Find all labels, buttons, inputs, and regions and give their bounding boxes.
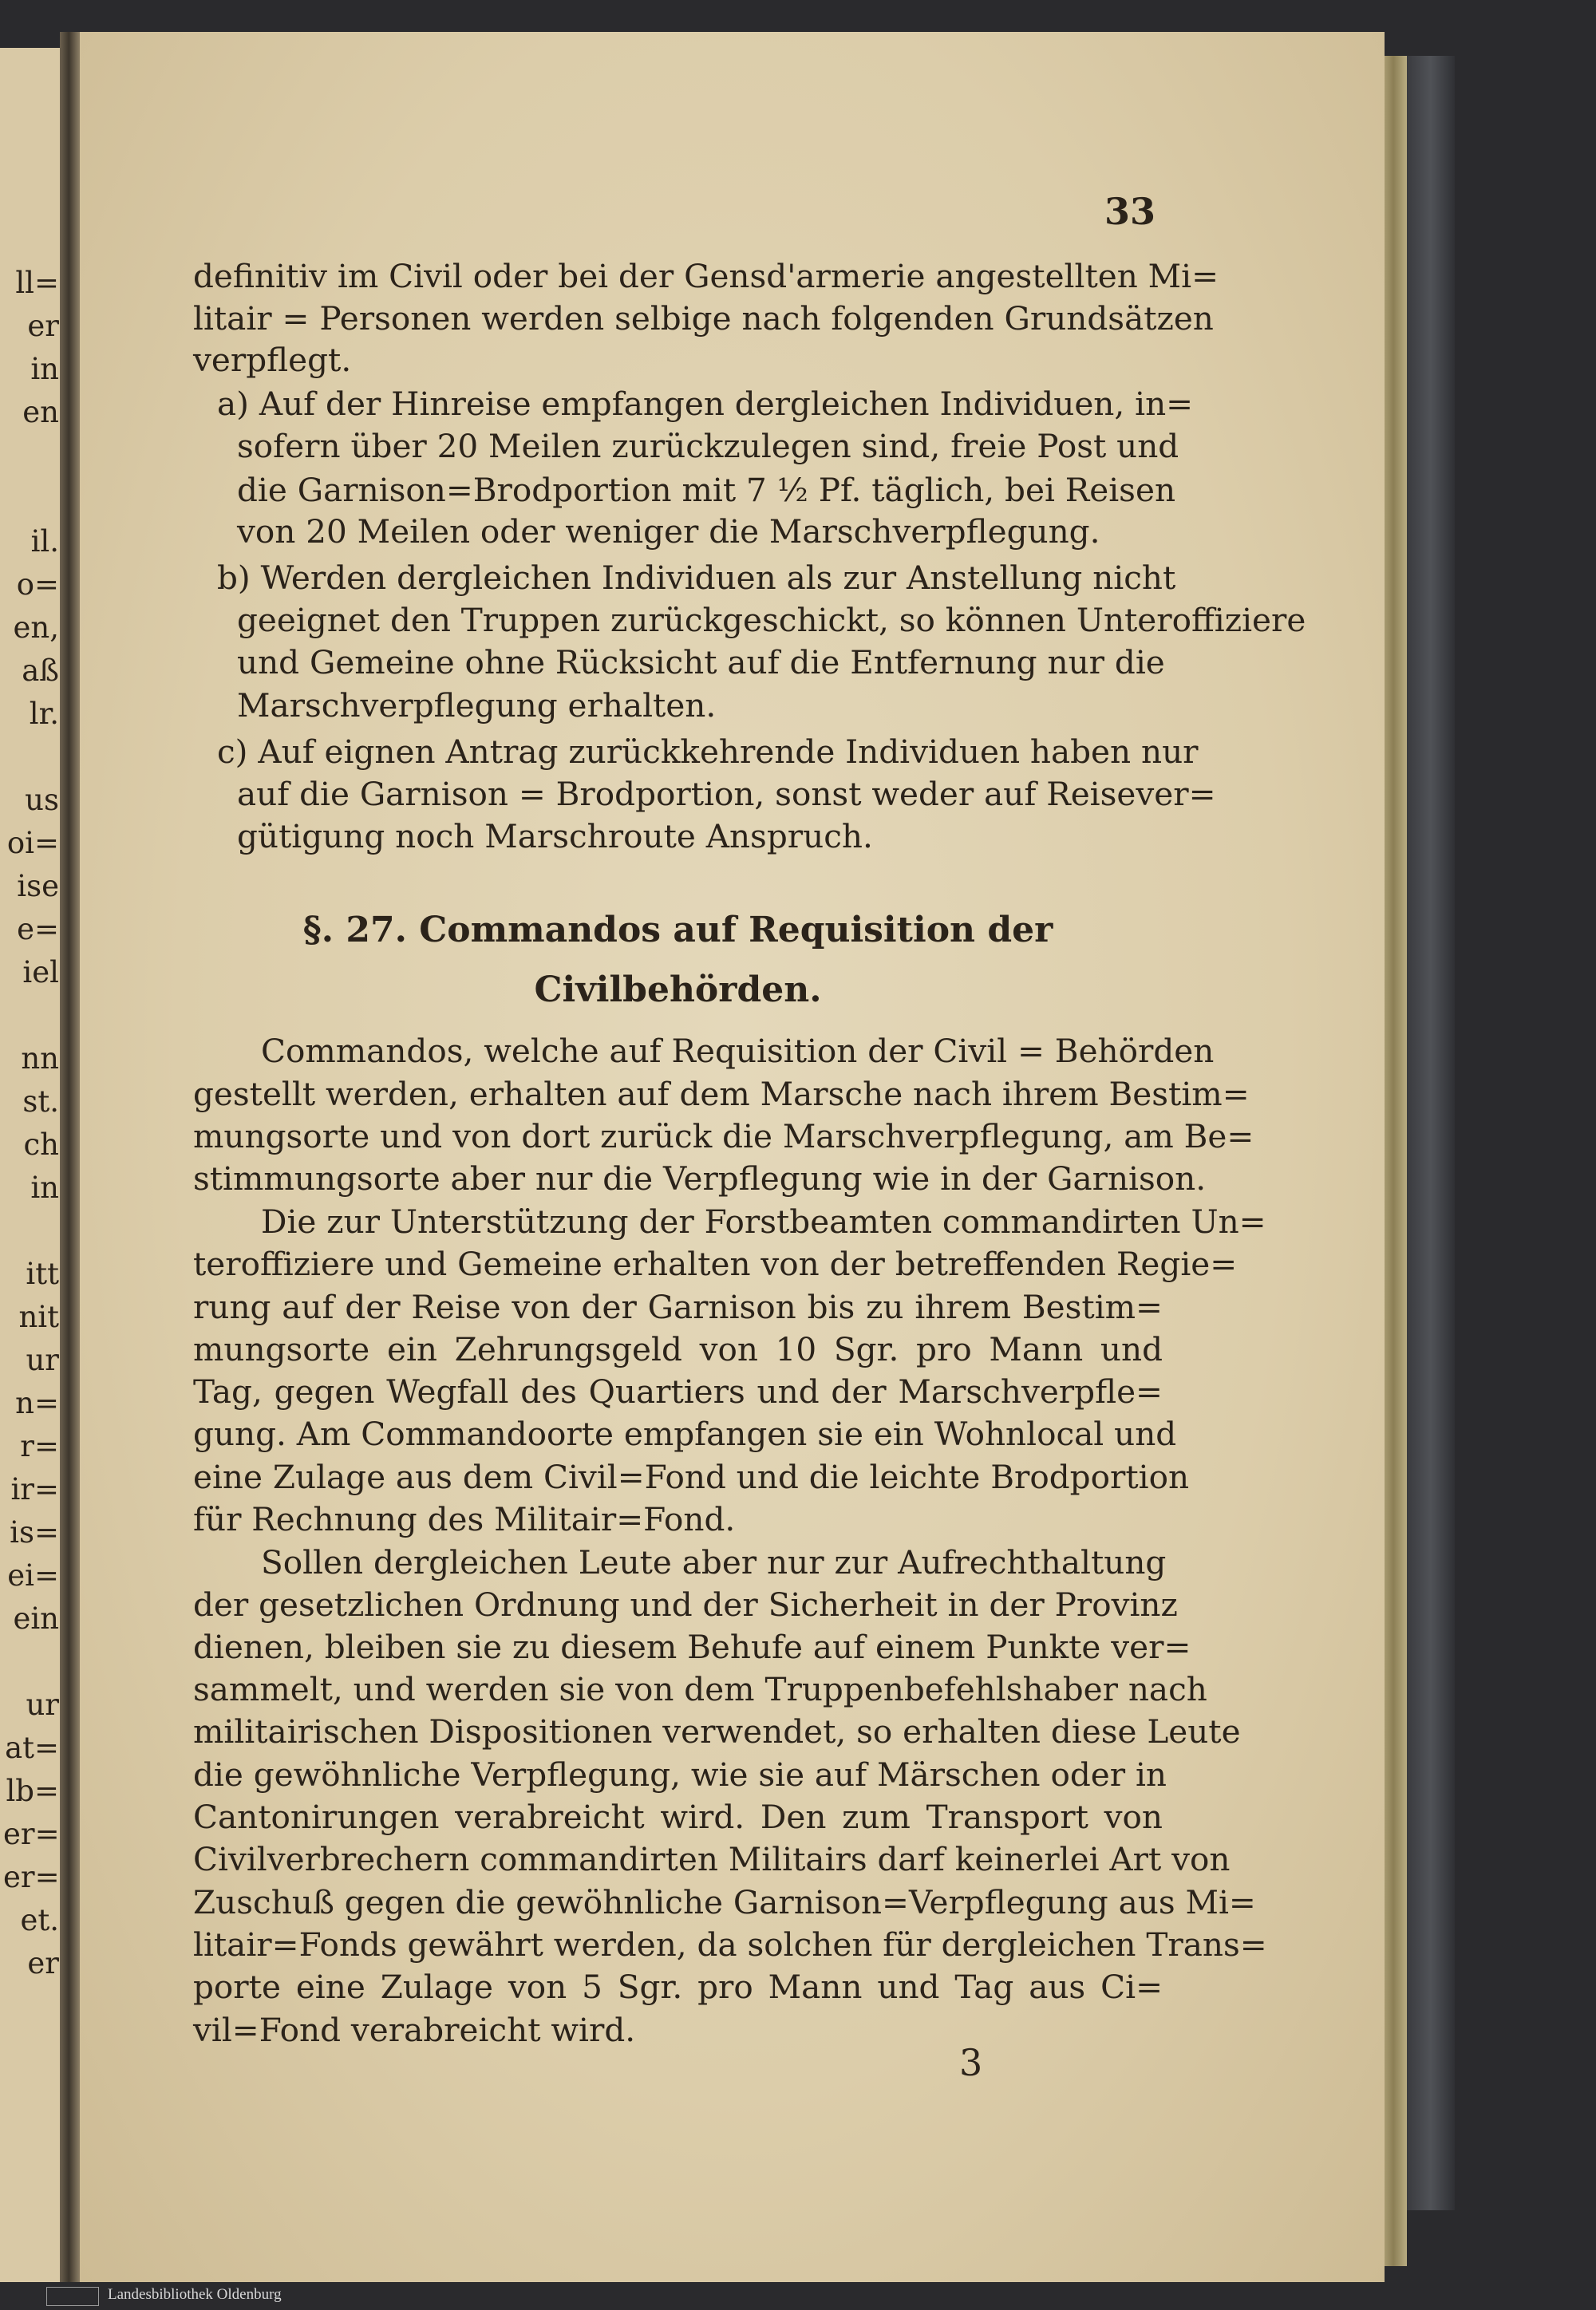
list-item-line: gütigung noch Marschroute Anspruch. bbox=[237, 817, 873, 855]
left-page-fragment bbox=[3, 477, 59, 520]
paragraph-line: rung auf der Reise von der Garnison bis zu ihrem Bestim= bbox=[193, 1288, 1163, 1326]
left-page-fragment: is= bbox=[10, 1515, 59, 1550]
paragraph-line: dienen, bleiben sie zu diesem Behufe auf einem Punkte ver= bbox=[193, 1628, 1191, 1666]
list-item-line: die Garnison=Brodportion mit 7 ½ Pf. täglich, bei Reisen bbox=[237, 471, 1176, 509]
book-page bbox=[80, 32, 1385, 2282]
paragraph-line: für Rechnung des Militair=Fond. bbox=[193, 1500, 736, 1538]
left-page-fragment bbox=[3, 434, 59, 477]
left-page-fragment bbox=[3, 1641, 59, 1684]
left-page-fragment: en bbox=[22, 395, 59, 429]
list-item-line: a) Auf der Hinreise empfangen dergleichen Individuen, in= bbox=[217, 385, 1194, 423]
left-page-fragment: ir= bbox=[10, 1472, 59, 1506]
list-item-line: auf die Garnison = Brodportion, sonst weder auf Reisever= bbox=[237, 775, 1216, 813]
left-page-fragment: in bbox=[30, 352, 59, 386]
list-item-line: Marschverpflegung erhalten. bbox=[237, 686, 717, 725]
left-page-fragment: o= bbox=[16, 567, 59, 602]
left-page-fragment: nit bbox=[18, 1300, 59, 1334]
left-page-text bbox=[3, 262, 59, 1985]
library-logo-icon bbox=[46, 2287, 99, 2306]
left-page-fragment: ise bbox=[17, 869, 59, 903]
paragraph-line: der gesetzlichen Ordnung und der Sicherheit in der Provinz bbox=[193, 1585, 1178, 1624]
book-gutter bbox=[60, 32, 80, 2282]
left-page-fragment: et. bbox=[20, 1903, 59, 1937]
left-page-fragment: r= bbox=[20, 1429, 59, 1463]
page-edges bbox=[1385, 56, 1407, 2266]
paragraph-line: die gewöhnliche Verpflegung, wie sie auf Märschen oder in bbox=[193, 1755, 1167, 1794]
paragraph-line: litair = Personen werden selbige nach folgenden Grundsätzen bbox=[193, 299, 1214, 338]
book-cover-edge bbox=[1407, 56, 1455, 2210]
list-item-line: geeignet den Truppen zurückgeschickt, so können Unteroffiziere bbox=[237, 601, 1306, 639]
paragraph-line: gung. Am Commandoorte empfangen sie ein Wohnlocal und bbox=[193, 1415, 1177, 1453]
left-page-fragment: itt bbox=[26, 1257, 59, 1291]
left-page-fragment: n= bbox=[15, 1386, 59, 1420]
list-item-line: sofern über 20 Meilen zurückzulegen sind, freie Post und bbox=[237, 427, 1179, 465]
paragraph-line: militairischen Dispositionen verwendet, so erhalten diese Leute bbox=[193, 1712, 1241, 1751]
paragraph-line: gestellt werden, erhalten auf dem Marsche nach ihrem Bestim= bbox=[193, 1075, 1250, 1113]
left-page-fragment: ei= bbox=[7, 1558, 59, 1593]
paragraph-line: Civilverbrechern commandirten Militairs darf keinerlei Art von bbox=[193, 1840, 1231, 1878]
paragraph-line: Zuschuß gegen die gewöhnliche Garnison=Verpflegung aus Mi= bbox=[193, 1883, 1256, 1921]
paragraph-line: Tag, gegen Wegfall des Quartiers und der Marschverpfle= bbox=[193, 1372, 1163, 1411]
left-page bbox=[0, 48, 60, 2282]
list-item-line: von 20 Meilen oder weniger die Marschverpflegung. bbox=[237, 512, 1100, 551]
page-number: 33 bbox=[1104, 190, 1156, 233]
footer-text: Landesbibliothek Oldenburg bbox=[108, 2286, 282, 2303]
paragraph-line: mungsorte und von dort zurück die Marschverpflegung, am Be= bbox=[193, 1117, 1254, 1155]
left-page-fragment: ll= bbox=[15, 266, 59, 300]
paragraph-line: eine Zulage aus dem Civil=Fond und die leichte Brodportion bbox=[193, 1458, 1190, 1496]
left-page-fragment: ur bbox=[26, 1343, 59, 1377]
paragraph-line: teroffiziere und Gemeine erhalten von der betreffenden Regie= bbox=[193, 1245, 1238, 1283]
left-page-fragment: us bbox=[25, 783, 59, 817]
paragraph-line: Sollen dergleichen Leute aber nur zur Aufrechthaltung bbox=[261, 1543, 1167, 1581]
left-page-fragment: at= bbox=[5, 1731, 59, 1765]
left-page-fragment: er bbox=[27, 309, 59, 343]
left-page-fragment: st. bbox=[22, 1084, 59, 1119]
left-page-fragment: ur bbox=[26, 1688, 59, 1722]
section-heading-continued: Civilbehörden. bbox=[534, 969, 822, 1010]
paragraph-line: Die zur Unterstützung der Forstbeamten commandirten Un= bbox=[261, 1202, 1266, 1241]
left-page-fragment bbox=[3, 736, 59, 779]
paragraph-line: stimmungsorte aber nur die Verpflegung wie in der Garnison. bbox=[193, 1159, 1207, 1198]
left-page-fragment: iel bbox=[22, 955, 59, 989]
paragraph-line: Cantonirungen verabreicht wird. Den zum Transport von bbox=[193, 1798, 1163, 1836]
left-page-fragment bbox=[3, 1210, 59, 1253]
paragraph-line: verpflegt. bbox=[193, 341, 352, 379]
list-item-line: und Gemeine ohne Rücksicht auf die Entfernung nur die bbox=[237, 643, 1165, 681]
left-page-fragment: e= bbox=[17, 912, 59, 946]
paragraph-line: vil=Fond verabreicht wird. bbox=[193, 2011, 636, 2049]
signature-mark: 3 bbox=[959, 2041, 983, 2084]
left-page-fragment: ein bbox=[13, 1601, 59, 1636]
left-page-fragment: oi= bbox=[6, 826, 59, 860]
list-item-line: b) Werden dergleichen Individuen als zur Anstellung nicht bbox=[217, 559, 1176, 597]
paragraph-line: Commandos, welche auf Requisition der Civil = Behörden bbox=[261, 1032, 1215, 1070]
section-heading: §. 27. Commandos auf Requisition der bbox=[302, 910, 1053, 950]
paragraph-line: litair=Fonds gewährt werden, da solchen für dergleichen Trans= bbox=[193, 1925, 1267, 1964]
paragraph-line: definitiv im Civil oder bei der Gensd'armerie angestellten Mi= bbox=[193, 257, 1219, 295]
left-page-fragment: er= bbox=[3, 1817, 60, 1851]
left-page-fragment: er= bbox=[3, 1860, 60, 1894]
paragraph-line: sammelt, und werden sie von dem Truppenbefehlshaber nach bbox=[193, 1670, 1207, 1708]
left-page-fragment: en, bbox=[13, 610, 59, 645]
left-page-fragment: aß bbox=[22, 654, 59, 688]
paragraph-line: mungsorte ein Zehrungsgeld von 10 Sgr. pro Mann und bbox=[193, 1330, 1163, 1368]
paragraph-line: porte eine Zulage von 5 Sgr. pro Mann und Tag aus Ci= bbox=[193, 1968, 1163, 2006]
left-page-fragment: nn bbox=[21, 1041, 59, 1076]
left-page-fragment: ch bbox=[23, 1127, 59, 1162]
left-page-fragment: in bbox=[30, 1171, 59, 1205]
left-page-fragment: er bbox=[27, 1946, 59, 1980]
list-item-line: c) Auf eignen Antrag zurückkehrende Individuen haben nur bbox=[217, 732, 1199, 771]
left-page-fragment bbox=[3, 994, 59, 1037]
left-page-fragment: lb= bbox=[6, 1774, 59, 1808]
left-page-fragment: il. bbox=[30, 524, 59, 559]
left-page-fragment: lr. bbox=[29, 697, 59, 731]
